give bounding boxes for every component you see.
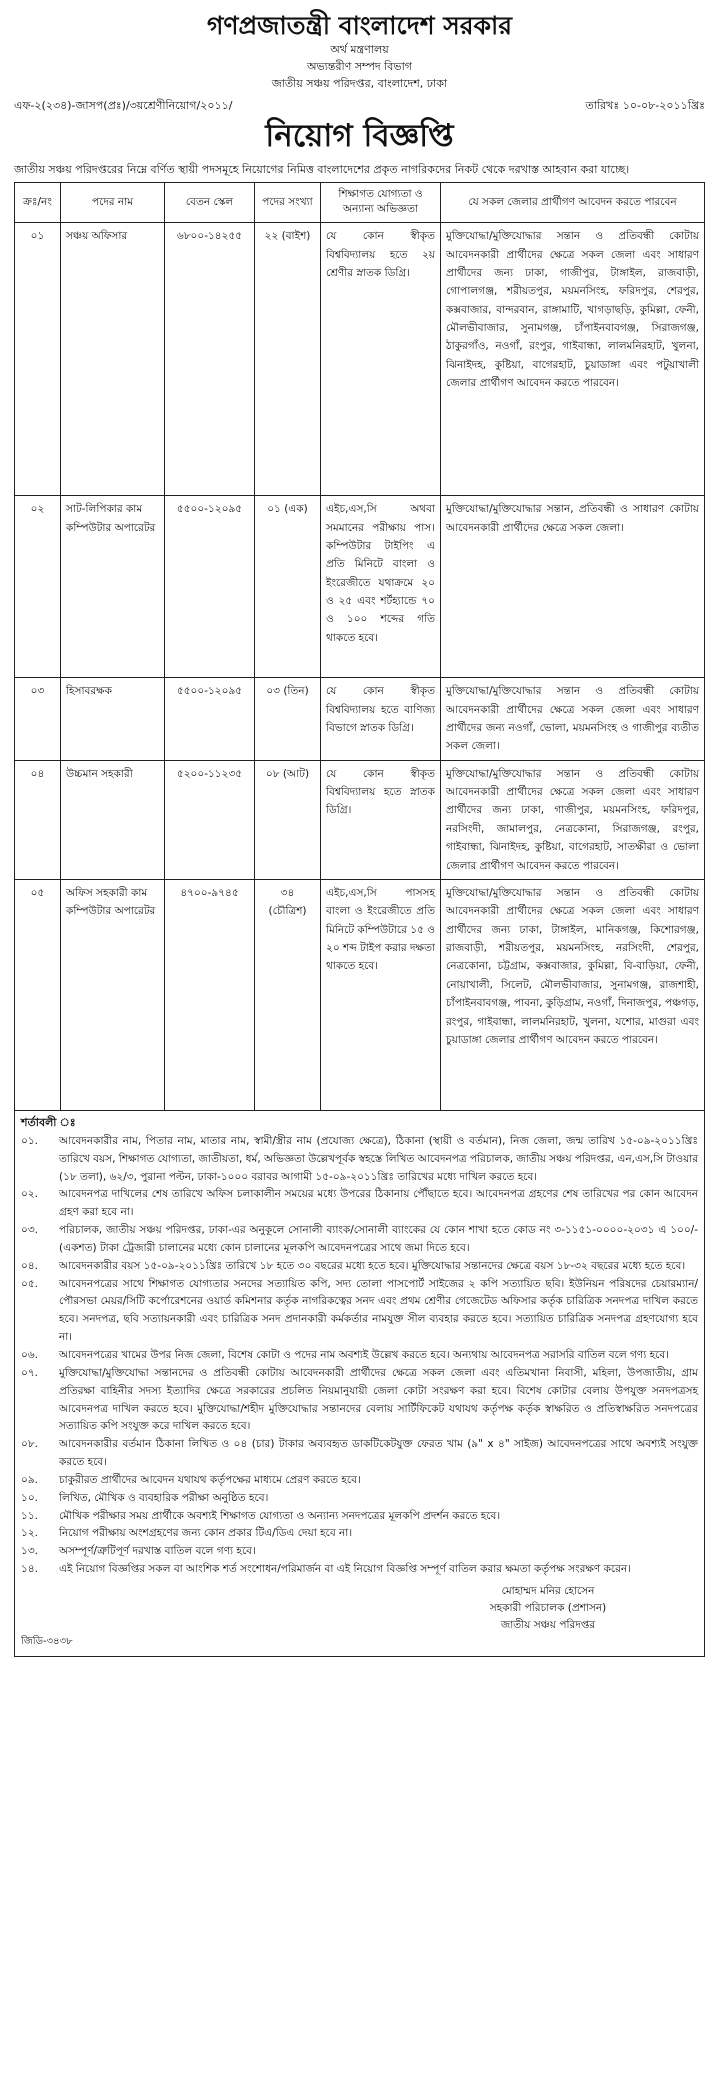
cell-districts: মুক্তিযোদ্ধা/মুক্তিযোদ্ধার সন্তান ও প্রতিবন্ধী কোটায় আবেদনকারী প্রার্থীদের ক্ষেত্রে সকল জেলা এবং সাধারণ প্রার্থীদের জন্য ঢাকা, টাঙ্গাইল, মানিকগঞ্জ, কিশোরগঞ্জ, রাজবাড়ী, শরীয়তপুর, ময়মনসিংহ, নরসিংদী, শেরপুর, নেত্রকোনা, চট্টগ্রাম, কক্সবাজার, কুমিল্লা, বি-বাড়িয়া, ফেনী, নোয়াখালী, সিলেট, মৌলভীবাজার, সুনামগঞ্জ, রাজশাহী, চাঁপাইনবাবগঞ্জ, পাবনা, কুড়িগ্রাম, নওগাঁ, দিনাজপুর, পঞ্চগড়, রংপুর, গাইবান্ধা, লালমনিরহাট, খুলনা, যশোর, মাগুরা এবং চুয়াডাঙ্গা জেলার প্রার্থীগণ আবেদন করতে পারবেন।	[441, 879, 705, 1110]
cell-districts: মুক্তিযোদ্ধা/মুক্তিযোদ্ধার সন্তান ও প্রতিবন্ধী কোটায় আবেদনকারী প্রার্থীদের ক্ষেত্রে সকল জেলা এবং সাধারণ প্রার্থীদের জন্য ঢাকা, গাজীপুর, ময়মনসিংহ, ফরিদপুর, নরসিংদী, জামালপুর, নেত্রকোনা, সিরাজগঞ্জ, রংপুর, গাইবান্ধা, ঝিনাইদহ, কুষ্টিয়া, বাগেরহাট, সাতক্ষীরা ও ভোলা জেলার প্রার্থীগণ আবেদন করতে পারবেন।	[441, 760, 705, 879]
table-row	[15, 223, 705, 496]
cell-districts: মুক্তিযোদ্ধা/মুক্তিযোদ্ধার সন্তান ও প্রতিবন্ধী কোটায় আবেদনকারী প্রার্থীদের ক্ষেত্রে সকল জেলা এবং সাধারণ প্রার্থীদের জন্য ঢাকা, গাজীপুর, টাঙ্গাইল, রাজবাড়ী, গোপালগঞ্জ, শরীয়তপুর, ময়মনসিংহ, ফরিদপুর, শেরপুর, কক্সবাজার, বান্দরবান, রাঙ্গামাটি, খাগড়াছড়ি, কুমিল্লা, ফেনী, মৌলভীবাজার, সুনামগঞ্জ, চাঁপাইনবাবগঞ্জ, সিরাজগঞ্জ, ঠাকুরগাঁও, নওগাঁ, রংপুর, গাইবান্ধা, লালমনিরহাট, খুলনা, ঝিনাইদহ, কুষ্টিয়া, বাগেরহাট, চুয়াডাঙ্গা এবং পটুয়াখালী জেলার প্রার্থীগণ আবেদন করতে পারবেন।	[441, 223, 705, 496]
header-qualification: শিক্ষাগত যোগ্যতা ও অন্যান্য অভিজ্ঞতা	[321, 182, 441, 223]
cell-qualification: এইচ,এস,সি পাসসহ বাংলা ও ইংরেজীতে প্রতি মিনিটে কম্পিউটারে ১৫ ও ২০ শব্দ টাইপ করার দক্ষতা থাকতে হবে।	[321, 879, 441, 1110]
cell-qualification: যে কোন স্বীকৃত বিশ্ববিদ্যালয় হতে স্নাতক ডিগ্রি।	[321, 760, 441, 879]
gd-code: জিডি-৩৪৩৮	[21, 1636, 73, 1648]
conditions-section	[14, 1111, 705, 1657]
condition-number: ০১.	[21, 1134, 38, 1147]
condition-item	[21, 1365, 698, 1436]
condition-number: ১২.	[21, 1527, 38, 1540]
condition-item	[21, 1543, 698, 1561]
cell-serial: ০৩	[15, 678, 61, 761]
table-row	[15, 496, 705, 678]
condition-number: ০৭.	[21, 1366, 38, 1379]
cell-serial: ০৪	[15, 760, 61, 879]
condition-text: নিয়োগ পরীক্ষায় অংশগ্রহণের জন্য কোন প্রকার টিএ/ডিএ দেয়া হবে না।	[59, 1527, 353, 1540]
cell-post-name: সাট-লিপিকার কাম কম্পিউটার অপারেটর	[61, 496, 165, 678]
signatory-office: জাতীয় সঞ্চয় পরিদপ্তর	[500, 1618, 596, 1631]
condition-text: চাকুরীরত প্রার্থীদের আবেদন যথাযথ কর্তৃপক্ষের মাধ্যমে প্রেরণ করতে হবে।	[59, 1473, 361, 1486]
cell-post-count: ০৮ (আট)	[255, 760, 321, 879]
office-name: জাতীয় সঞ্চয় পরিদপ্তর, বাংলাদেশ, ঢাকা	[271, 77, 448, 91]
condition-text: আবেদনকারীর বর্তমান ঠিকানা লিখিত ও ০৪ (চার) টাকার অব্যবহৃত ডাকটিকেটযুক্ত ফেরত খাম (৯" x ৪" সাইজ) আবেদনপত্রের সাথে অবশ্যই সংযুক্ত করতে হবে।	[59, 1438, 698, 1469]
header-post-name: পদের নাম	[61, 182, 165, 223]
signatory-name: মোহাম্মদ মনির হোসেন	[501, 1584, 595, 1597]
cell-post-name: অফিস সহকারী কাম কম্পিউটার অপারেটর	[61, 879, 165, 1110]
condition-number: ১১.	[21, 1509, 38, 1522]
condition-item	[21, 1133, 698, 1187]
condition-text: লিখিত, মৌখিক ও ব্যবহারিক পরীক্ষা অনুষ্ঠিত হবে।	[59, 1491, 269, 1504]
cell-post-count: ০১ (এক)	[255, 496, 321, 678]
condition-item	[21, 1472, 698, 1490]
signature-block	[418, 1583, 678, 1633]
cell-pay-scale: ৫৫০০-১২০৯৫	[165, 678, 255, 761]
table-header-row	[15, 182, 705, 223]
posts-table	[14, 182, 705, 1111]
condition-number: ০২.	[21, 1188, 38, 1201]
cell-serial: ০২	[15, 496, 61, 678]
table-row	[15, 879, 705, 1110]
condition-number: ০৮.	[21, 1438, 38, 1451]
cell-pay-scale: ৬৮০০-১৪২৫৫	[165, 223, 255, 496]
header-pay-scale: বেতন স্কেল	[165, 182, 255, 223]
condition-text: অসম্পূর্ণ/ত্রুটিপূর্ণ দরখাস্ত বাতিল বলে গণ্য হবে।	[59, 1545, 256, 1558]
conditions-heading: শর্তাবলী ঃ	[21, 1115, 76, 1129]
condition-text: এই নিয়োগ বিজ্ঞপ্তির সকল বা আংশিক শর্ত সংশোধন/পরিমার্জন বা এই নিয়োগ বিজ্ঞপ্তি সম্পূর্ণ বাতিল করার ক্ষমতা কর্তৃপক্ষ সংরক্ষণ করেন।	[59, 1563, 631, 1576]
condition-text: পরিচালক, জাতীয় সঞ্চয় পরিদপ্তর, ঢাকা-এর অনুকূলে সোনালী ব্যাংক/সোনালী ব্যাংকের যে কোন শাখা হতে কোড নং ৩-১১৫১-০০০০-২০৩১ এ ১০০/- (একশত) টাকা ট্রেজারী চালানের মধ্যে কোন চালানের মূলকপি আবেদনপত্রের সাথে জমা দিতে হবে।	[59, 1224, 698, 1254]
condition-text: আবেদনপত্রের খামের উপর নিজ জেলা, বিশেষ কোটা ও পদের নাম অবশ্যই উল্লেখ করতে হবে। অন্যথায় আবেদনপত্র সরাসরি বাতিল বলে গণ্য হবে।	[59, 1348, 669, 1361]
condition-item	[21, 1508, 698, 1526]
notice-date: তারিখঃ ১০-০৮-২০১১খ্রিঃ	[585, 99, 705, 113]
cell-pay-scale: ৪৭০০-৯৭৪৫	[165, 879, 255, 1110]
cell-post-name: হিসাবরক্ষক	[61, 678, 165, 761]
cell-districts: মুক্তিযোদ্ধা/মুক্তিযোদ্ধার সন্তান, প্রতিবন্ধী ও সাধারণ কোটায় আবেদনকারী প্রার্থীদের ক্ষেত্রে সকল জেলা।	[441, 496, 705, 678]
intro-paragraph: জাতীয় সঞ্চয় পরিদপ্তরের নিম্নে বর্ণিত স্থায়ী পদসমূহে নিয়োগের নিমিত্ত বাংলাদেশের প্রকৃত নাগরিকদের নিকট থেকে দরখাস্ত আহবান করা যাচ্ছে।	[14, 162, 630, 176]
condition-item	[21, 1222, 698, 1258]
header-post-count: পদের সংখ্যা	[255, 182, 321, 223]
cell-districts: মুক্তিযোদ্ধা/মুক্তিযোদ্ধার সন্তান ও প্রতিবন্ধী কোটায় আবেদনকারী প্রার্থীদের ক্ষেত্রে সকল জেলা এবং সাধারণ প্রার্থীদের জন্য নওগাঁ, ভোলা, ময়মনসিংহ ও গাজীপুর ব্যতীত সকল জেলা।	[441, 678, 705, 761]
cell-qualification: এইচ,এস,সি অথবা সমমানের পরীক্ষায় পাস। কম্পিউটার টাইপিং এ প্রতি মিনিটে বাংলা ও ইংরেজীতে যথাক্রমে ২০ ও ২৫ এবং শর্টহ্যান্ডে ৭০ ও ১০০ শব্দের গতি থাকতে হবে।	[321, 496, 441, 678]
header-serial: ক্রঃ/নং	[15, 182, 61, 223]
cell-qualification: যে কোন স্বীকৃত বিশ্ববিদ্যালয় হতে বাণিজ্য বিভাগে স্নাতক ডিগ্রি।	[321, 678, 441, 761]
table-row	[15, 678, 705, 761]
cell-serial: ০১	[15, 223, 61, 496]
condition-text: আবেদনপত্র দাখিলের শেষ তারিখে অফিস চলাকালীন সময়ের মধ্যে উপরের ঠিকানায় পৌঁছাতে হবে। আবেদনপত্র গ্রহণের শেষ তারিখের পর কোন আবেদন গ্রহণ করা হবে না।	[59, 1188, 698, 1219]
signatory-designation: সহকারী পরিচালক (প্রশাসন)	[489, 1601, 607, 1614]
table-row	[15, 760, 705, 879]
condition-item	[21, 1258, 698, 1276]
condition-item	[21, 1436, 698, 1472]
cell-serial: ০৫	[15, 879, 61, 1110]
division-name: অভ্যন্তরীণ সম্পদ বিভাগ	[307, 60, 412, 74]
condition-text: আবেদনকারীর নাম, পিতার নাম, মাতার নাম, স্বামী/স্ত্রীর নাম (প্রযোজ্য ক্ষেত্রে), ঠিকানা (স্থায়ী ও বর্তমান), নিজ জেলা, জন্ম তারিখ ১৫-০৯-২০১১খ্রিঃ তারিখে বয়স, শিক্ষাগত যোগ্যতা, জাতীয়তা, ধর্ম, অভিজ্ঞতা উল্লেখপূর্বক স্বহস্তে লিখিত আবেদনপত্র পরিচালক, জাতীয় সঞ্চয় পরিদপ্তর, এন,এস,সি টাওয়ার (১৮ তলা), ৬২/৩, পুরানা পল্টন, ঢাকা-১০০০ বরাবর আগামী ১৫-০৯-২০১১খ্রিঃ তারিখের মধ্যে দাখিল করতে হবে।	[59, 1134, 698, 1183]
cell-post-name: উচ্চমান সহকারী	[61, 760, 165, 879]
government-title: গণপ্রজাতন্ত্রী বাংলাদেশ সরকার	[207, 11, 512, 40]
condition-item	[21, 1186, 698, 1222]
cell-pay-scale: ৫৫০০-১২০৯৫	[165, 496, 255, 678]
ministry-name: অর্থ মন্ত্রণালয়	[330, 43, 389, 57]
condition-number: ০৬.	[21, 1348, 38, 1361]
condition-text: মুক্তিযোদ্ধা/মুক্তিযোদ্ধা সন্তানদের ও প্রতিবন্ধী কোটায় আবেদনকারী প্রার্থীদের ক্ষেত্রে সকল জেলা এবং এতিমখানা নিবাসী, মহিলা, উপজাতীয়, গ্রাম প্রতিরক্ষা বাহিনীর সদস্য ইত্যাদির ক্ষেত্রে সরকারের প্রচলিত নিয়মানুযায়ী জেলা কোটা সংরক্ষণ করা হবে। বিশেষ কোটার বেলায় উপযুক্ত সনদপত্রসহ আবেদনপত্র দাখিল করতে হবে। মুক্তিযোদ্ধা/শহীদ মুক্তিযোদ্ধার সন্তানদের বেলায় সার্টিফিকেট যথাযথ কর্তৃপক্ষ কর্তৃক স্বাক্ষরিত ও প্রতিস্বাক্ষরিত সনদপত্রের সত্যায়িত কপি সংযুক্ত করে দাখিল করতে হবে।	[59, 1366, 698, 1433]
cell-post-count: ৩৪ (চৌত্রিশ)	[255, 879, 321, 1110]
notice-title: নিয়োগ বিজ্ঞপ্তি	[265, 118, 454, 155]
cell-post-count: ২২ (বাইশ)	[255, 223, 321, 496]
condition-number: ০৯.	[21, 1473, 38, 1486]
header-districts: যে সকল জেলার প্রার্থীগণ আবেদন করতে পারবেন	[441, 182, 705, 223]
cell-post-count: ০৩ (তিন)	[255, 678, 321, 761]
condition-number: ১৩.	[21, 1545, 38, 1558]
condition-text: আবেদনকারীর বয়স ১৫-০৯-২০১১খ্রিঃ তারিখে ১৮ হতে ৩০ বছরের মধ্যে হতে হবে। মুক্তিযোদ্ধার সন্তানদের ক্ষেত্রে বয়স ১৮-৩২ বছরের মধ্যে হতে হবে।	[59, 1259, 686, 1272]
cell-pay-scale: ৫২০০-১১২৩৫	[165, 760, 255, 879]
condition-number: ১৪.	[21, 1563, 38, 1576]
memo-number: এফ-২(২৩৪)-জাসপ(প্রঃ)/৩য়শ্রেণীনিয়োগ/২০১১/	[14, 99, 233, 113]
condition-item	[21, 1561, 698, 1579]
condition-item	[21, 1490, 698, 1508]
reference-row	[14, 98, 705, 114]
condition-item	[21, 1347, 698, 1365]
condition-number: ০৫.	[21, 1277, 38, 1290]
condition-text: আবেদনপত্রের সাথে শিক্ষাগত যোগ্যতার সনদের সত্যায়িত কপি, সদ্য তোলা পাসপোর্ট সাইজের ২ কপি সত্যায়িত ছবি। ইউনিয়ন পরিষদের চেয়ারম্যান/পৌরসভা মেয়র/সিটি কর্পোরেশনের ওয়ার্ড কমিশনার কর্তৃক নাগরিকত্বের সনদ এবং প্রথম শ্রেণীর গেজেটেড অফিসার কর্তৃক চারিত্রিক সনদপত্র দাখিল করতে হবে। সনদপত্র, ছবি সত্যায়নকারী এবং চারিত্রিক সনদ প্রদানকারী কর্মকর্তার নামযুক্ত সীল ব্যবহার করতে হবে। সত্যায়িত চারিত্রিক সনদপত্র গ্রহণযোগ্য হবে না।	[59, 1277, 698, 1344]
condition-text: মৌখিক পরীক্ষার সময় প্রার্থীকে অবশ্যই শিক্ষাগত যোগ্যতা ও অন্যান্য সনদপত্রের মূলকপি প্রদর্শন করতে হবে।	[59, 1509, 501, 1522]
condition-number: ০৩.	[21, 1224, 38, 1237]
cell-qualification: যে কোন স্বীকৃত বিশ্ববিদ্যালয় হতে ২য় শ্রেণীর স্নাতক ডিগ্রি।	[321, 223, 441, 496]
condition-item	[21, 1276, 698, 1347]
condition-number: ১০.	[21, 1491, 38, 1504]
cell-post-name: সঞ্চয় অফিসার	[61, 223, 165, 496]
condition-number: ০৪.	[21, 1259, 38, 1272]
condition-item	[21, 1525, 698, 1543]
